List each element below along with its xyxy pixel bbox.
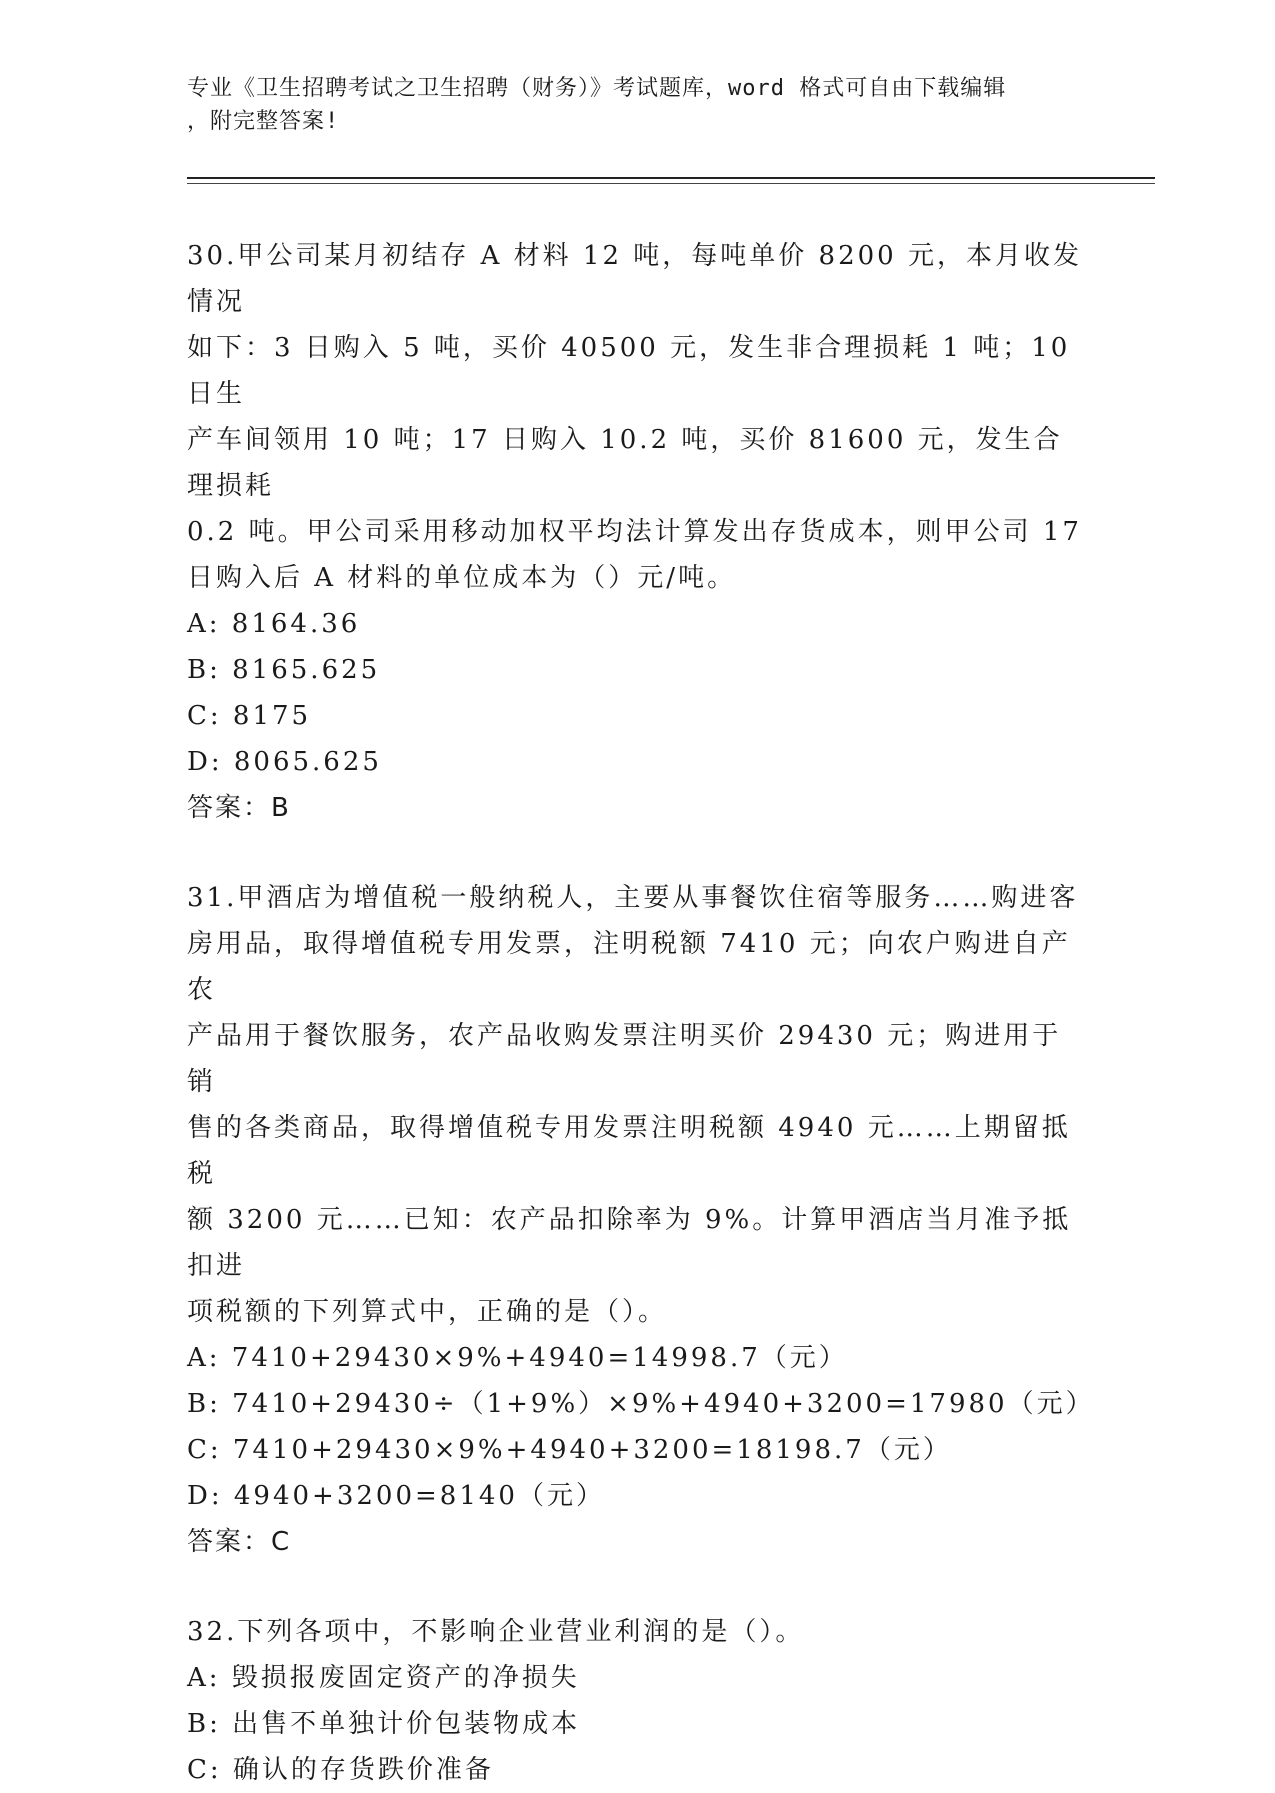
question-stem-line: 32.下列各项中，不影响企业营业利润的是（）。 bbox=[187, 1617, 805, 1647]
question-stem-line: 项税额的下列算式中，正确的是（）。 bbox=[187, 1297, 668, 1327]
question-stem-line: 房用品，取得增值税专用发票，注明税额 7410 元；向农户购进自产农 bbox=[187, 929, 1071, 1005]
option-d: D: 4940+3200=8140（元） bbox=[187, 1481, 605, 1511]
option-d: D: 8065.625 bbox=[187, 747, 382, 777]
option-b: B: 8165.625 bbox=[187, 655, 381, 685]
question-stem-line: 产车间领用 10 吨；17 日购入 10.2 吨，买价 81600 元，发生合理损耗 bbox=[187, 425, 1063, 501]
question-stem-line: 产品用于餐饮服务，农产品收购发票注明买价 29430 元；购进用于销 bbox=[187, 1021, 1062, 1097]
question-stem-line: 0.2 吨。甲公司采用移动加权平均法计算发出存货成本，则甲公司 17 bbox=[187, 517, 1082, 547]
header-divider-thin bbox=[187, 183, 1155, 184]
question-32 bbox=[187, 1609, 1087, 1793]
option-a: A: 7410+29430×9%+4940=14998.7（元） bbox=[187, 1343, 848, 1373]
document-header bbox=[187, 72, 1067, 138]
answer-label: 答案：C bbox=[187, 1527, 292, 1557]
option-c: C: 8175 bbox=[187, 701, 312, 731]
question-stem-line: 日购入后 A 材料的单位成本为（）元/吨。 bbox=[187, 563, 737, 593]
question-31 bbox=[187, 875, 1095, 1565]
option-c: C: 7410+29430×9%+4940+3200=18198.7（元） bbox=[187, 1435, 952, 1465]
header-line-2: ，附完整答案! bbox=[187, 109, 340, 134]
question-30 bbox=[187, 233, 1087, 831]
header-divider bbox=[187, 177, 1155, 179]
question-stem-line: 如下：3 日购入 5 吨，买价 40500 元，发生非合理损耗 1 吨；10 日生 bbox=[187, 333, 1071, 409]
option-a: A: 8164.36 bbox=[187, 609, 361, 639]
answer-label: 答案：B bbox=[187, 793, 291, 823]
question-stem-line: 售的各类商品，取得增值税专用发票注明税额 4940 元……上期留抵税 bbox=[187, 1113, 1071, 1189]
option-b: B: 出售不单独计价包装物成本 bbox=[187, 1709, 581, 1739]
question-stem-line: 额 3200 元……已知：农产品扣除率为 9%。计算甲酒店当月准予抵扣进 bbox=[187, 1205, 1072, 1281]
question-stem-line: 31.甲酒店为增值税一般纳税人，主要从事餐饮住宿等服务……购进客 bbox=[187, 883, 1079, 913]
question-stem-line: 30.甲公司某月初结存 A 材料 12 吨，每吨单价 8200 元，本月收发情况 bbox=[187, 241, 1082, 317]
option-b: B: 7410+29430÷（1+9%）×9%+4940+3200=17980（元） bbox=[187, 1389, 1095, 1419]
question-list bbox=[187, 233, 1095, 1793]
option-c: C: 确认的存货跌价准备 bbox=[187, 1755, 494, 1785]
option-a: A: 毁损报废固定资产的净损失 bbox=[187, 1663, 580, 1693]
header-line-1: 专业《卫生招聘考试之卫生招聘（财务）》考试题库，word 格式可自由下载编辑 bbox=[187, 76, 1007, 101]
